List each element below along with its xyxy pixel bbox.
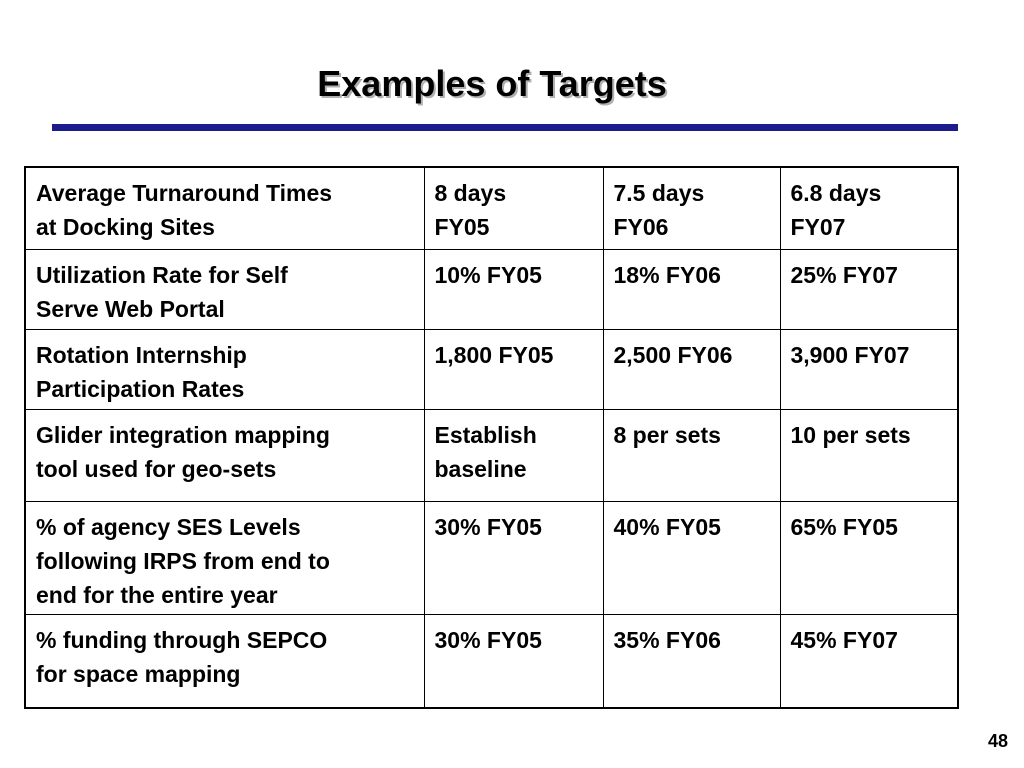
- target-cell: 10 per sets: [780, 410, 958, 502]
- target-cell: 65% FY05: [780, 502, 958, 615]
- table-row: [25, 615, 958, 709]
- target-cell: 7.5 days FY06: [603, 167, 780, 250]
- table-row: [25, 330, 958, 410]
- targets-table: [24, 166, 959, 709]
- measure-cell: Utilization Rate for Self Serve Web Portal: [25, 250, 424, 330]
- slide-title: Examples of Targets: [317, 63, 667, 104]
- measure-cell: Rotation Internship Participation Rates: [25, 330, 424, 410]
- target-cell: 6.8 days FY07: [780, 167, 958, 250]
- target-cell: 8 per sets: [603, 410, 780, 502]
- target-cell: Establish baseline: [424, 410, 603, 502]
- target-cell: 1,800 FY05: [424, 330, 603, 410]
- target-cell: 3,900 FY07: [780, 330, 958, 410]
- table-row: [25, 167, 958, 250]
- target-cell: 30% FY05: [424, 615, 603, 709]
- target-cell: 40% FY05: [603, 502, 780, 615]
- table-row: [25, 502, 958, 615]
- target-cell: 35% FY06: [603, 615, 780, 709]
- target-cell: 25% FY07: [780, 250, 958, 330]
- target-cell: 8 days FY05: [424, 167, 603, 250]
- target-cell: 2,500 FY06: [603, 330, 780, 410]
- measure-cell: % funding through SEPCO for space mapping: [25, 615, 424, 709]
- measure-cell: % of agency SES Levels following IRPS from end to end for the entire year: [25, 502, 424, 615]
- target-cell: 45% FY07: [780, 615, 958, 709]
- target-cell: 10% FY05: [424, 250, 603, 330]
- measure-cell: Glider integration mapping tool used for geo-sets: [25, 410, 424, 502]
- page-number: 48: [987, 731, 1008, 751]
- table-row: [25, 410, 958, 502]
- target-cell: 30% FY05: [424, 502, 603, 615]
- measure-cell: Average Turnaround Times at Docking Sites: [25, 167, 424, 250]
- table-row: [25, 250, 958, 330]
- target-cell: 18% FY06: [603, 250, 780, 330]
- title-divider: [52, 124, 958, 131]
